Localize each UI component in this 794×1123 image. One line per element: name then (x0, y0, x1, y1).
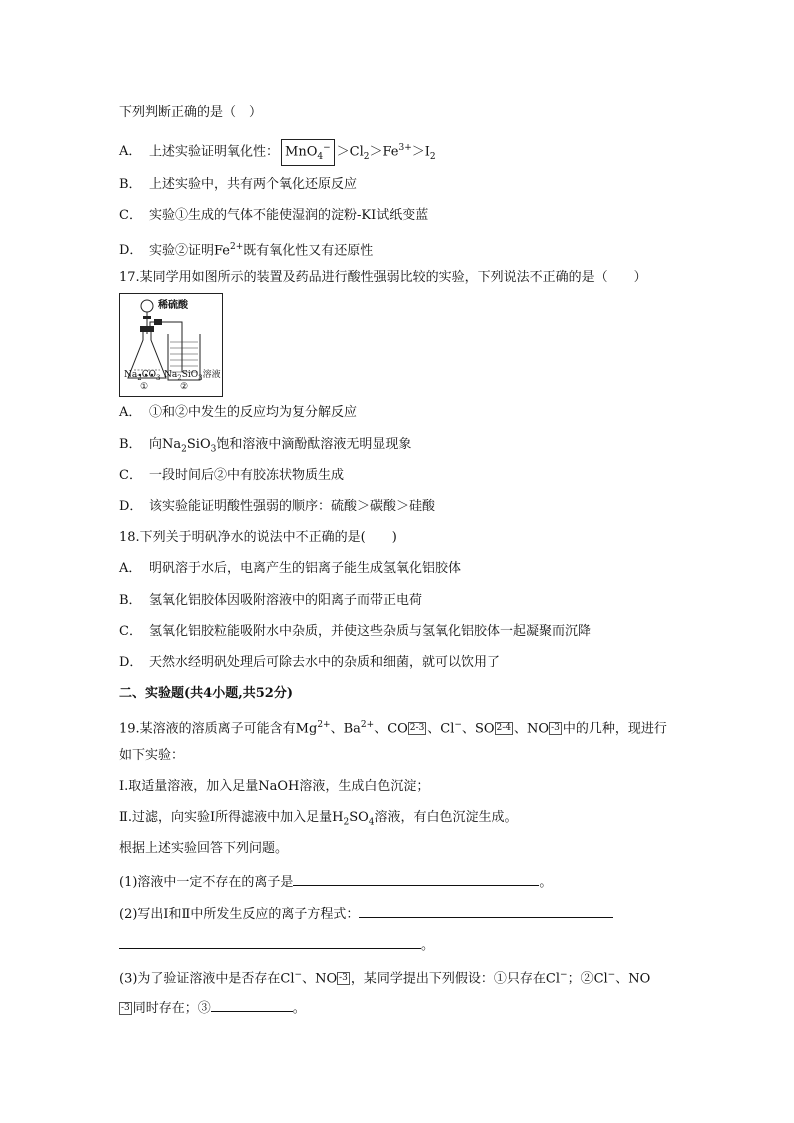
q19-step1: Ⅰ.取适量溶液，加入足量NaOH溶液，生成白色沉淀； (119, 779, 430, 794)
q19-part1: (1)溶液中一定不存在的离子是 。 (119, 871, 552, 892)
mno4-box: MnO$_4$− (281, 139, 335, 166)
q19-line1: 19.某溶液的溶质离子可能含有$Mg^{2+}$、$Ba^{2+}$、CO 2-3 、Cl−、SO 2-4 、NO -3 中的几种，现进行 (119, 720, 667, 737)
acid-label: 稀硫酸 (158, 300, 188, 311)
q18-option-a: A． 明矾溶于水后，电离产生的铝离子能生成氢氧化铝胶体 (119, 561, 462, 576)
answer-blank-2b[interactable] (119, 934, 421, 949)
q19-part3: (3)为了验证溶液中是否存在Cl−、NO -3 ，某同学提出下列假设：①只存在Cl−；②Cl−、NO (119, 970, 651, 987)
beaker-label: $Na_2SiO_3$溶液 (164, 370, 221, 382)
q17-stem: 17.某同学用如图所示的装置及药品进行酸性强弱比较的实验，下列说法不正确的是（ ） (119, 270, 647, 285)
q19-prompt: 根据上述实验回答下列问题。 (119, 841, 289, 856)
q18-option-c: C． 氢氧化铝胶粒能吸附水中杂质，并使这些杂质与氢氧化铝胶体一起凝聚而沉降 (119, 624, 592, 639)
q18-option-b: B． 氢氧化铝胶体因吸附溶液中的阳离子而带正电荷 (119, 593, 423, 608)
q17-option-c: C． 一段时间后②中有胶冻状物质生成 (119, 468, 345, 483)
q19-part2-cont: 。 (119, 934, 434, 955)
q16-option-a: A． 上述实验证明氧化性： $MnO_4^- >Cl_2>Fe^{3+}>I_2$ (119, 139, 436, 166)
q17-option-b: B． 向$Na_2SiO_3$饱和溶液中滴酚酞溶液无明显现象 (119, 437, 412, 455)
answer-blank-2a[interactable] (359, 903, 613, 918)
q17-option-a: A． ①和②中发生的反应均为复分解反应 (119, 405, 358, 420)
q16-option-b: B． 上述实验中，共有两个氧化还原反应 (119, 177, 358, 192)
section-heading: 二、实验题(共4小题,共52分) (119, 686, 293, 701)
beaker-number: ② (180, 382, 189, 392)
answer-blank-3[interactable] (211, 997, 293, 1012)
q18-option-d: D． 天然水经明矾处理后可除去水中的杂质和细菌，就可以饮用了 (119, 655, 501, 670)
flask-label: $Na_2CO_3$ (124, 370, 161, 382)
q16-stem: 下列判断正确的是（ ） (119, 105, 263, 120)
q18-stem: 18.下列关于明矾净水的说法中不正确的是( ) (119, 530, 397, 545)
q19-part2: (2)写出Ⅰ和Ⅱ中所发生反应的离子方程式： (119, 903, 613, 924)
q17-option-d: D． 该实验能证明酸性强弱的顺序：硫酸＞碳酸＞硅酸 (119, 499, 436, 514)
flask-number: ① (140, 382, 149, 392)
q19-part3-cont: -3 同时存在；③ 。 (119, 997, 306, 1018)
q19-line2: 如下实验： (119, 748, 185, 763)
apparatus-figure (119, 293, 223, 397)
q19-step2: Ⅱ.过滤，向实验Ⅰ所得滤液中加入足量$H_2SO_4$溶液，有白色沉淀生成。 (119, 810, 518, 828)
q16-option-c: C． 实验①生成的气体不能使湿润的淀粉-KI试纸变蓝 (119, 208, 429, 223)
answer-blank-1[interactable] (293, 871, 539, 886)
q16-option-d: D． 实验②证明$Fe^{2+}$既有氧化性又有还原性 (119, 242, 374, 259)
